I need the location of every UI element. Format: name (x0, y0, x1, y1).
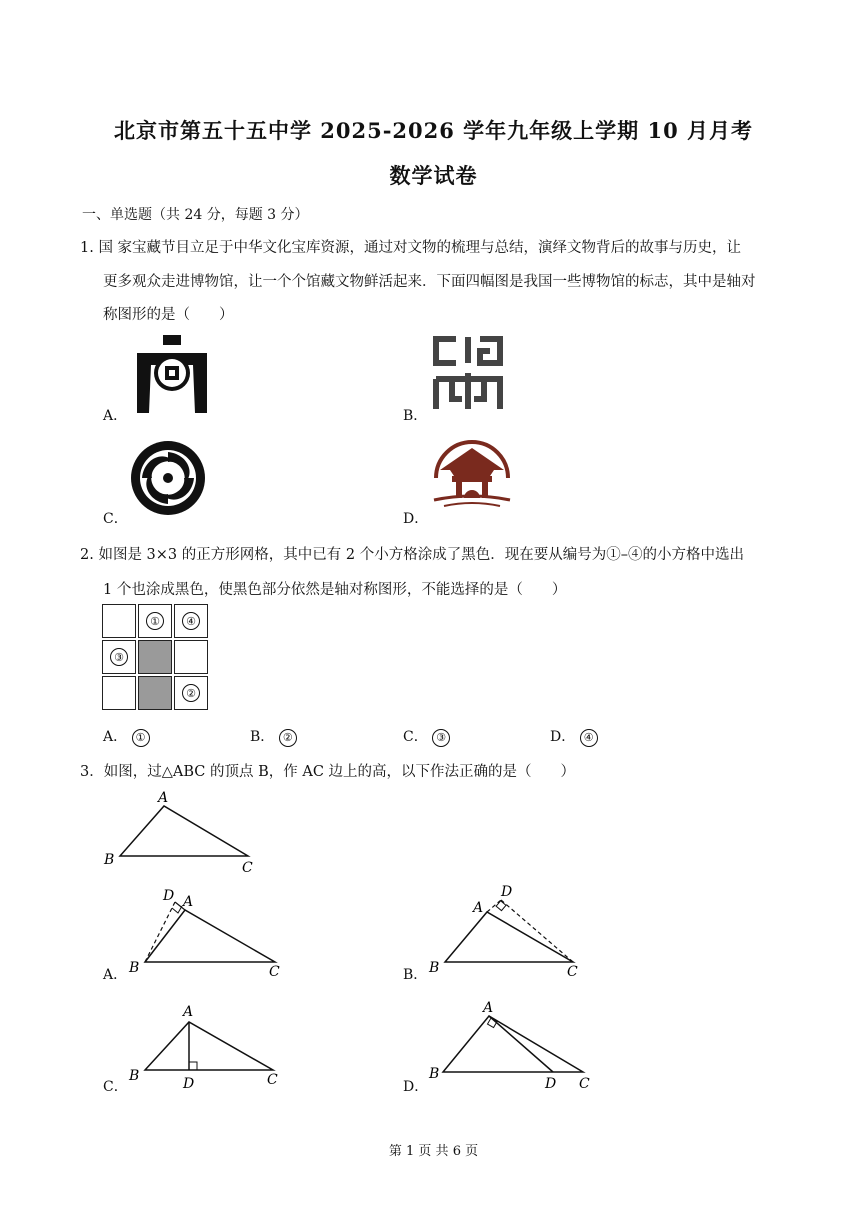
svg-text:A: A (483, 1000, 494, 1016)
svg-text:C: C (269, 964, 280, 980)
svg-text:B: B (129, 960, 140, 976)
grid-cell-22 (174, 676, 208, 710)
q2-option-a-letter: A． (103, 729, 128, 745)
page-title: 北京市第五十五中学 2025-2026 学年九年级上学期 10 月月考 (113, 118, 754, 143)
triangle-abc-figure (98, 786, 268, 876)
q2-line2: 1 个也涂成黑色，使黑色部分依然是轴对称图形，不能选择的是（ ） (103, 582, 567, 598)
q3-option-a-label: A． (103, 967, 128, 983)
svg-text:B: B (429, 960, 440, 976)
point-a-label: A (158, 790, 169, 806)
svg-text:D: D (501, 884, 513, 900)
q2-option-b-letter: B． (250, 729, 275, 745)
q3-option-c-label: C． (103, 1079, 128, 1095)
q2-option-a (103, 726, 150, 747)
grid-label-2: ② (182, 684, 200, 702)
q2-line1: 2. 如图是 3×3 的正方形网格，其中已有 2 个小方格涂成了黑色．现在要从编号为①–④的小方格中选出 (80, 547, 744, 563)
grid-cell-02 (174, 604, 208, 638)
svg-text:A: A (473, 900, 484, 916)
q3-option-b-label: B． (403, 967, 428, 983)
q1-option-d-label: D． (403, 511, 429, 527)
grid-label-1: ① (146, 612, 164, 630)
q1-option-b-label: B． (403, 408, 428, 424)
museum-logo-d-icon (430, 436, 514, 516)
q2-option-d-mark: ④ (580, 729, 598, 747)
q2-option-c (403, 726, 450, 747)
museum-logo-b-icon (430, 333, 506, 413)
svg-text:D: D (545, 1076, 557, 1092)
svg-text:A: A (183, 1004, 194, 1020)
q1-option-c-label: C． (103, 511, 128, 527)
page-footer: 第 1 页 共 6 页 (388, 1144, 479, 1159)
point-b-label: B (104, 852, 115, 868)
q3-figure-b (425, 882, 590, 982)
svg-text:B: B (429, 1066, 440, 1082)
q3-figure-a (125, 882, 290, 982)
svg-text:D: D (163, 888, 175, 904)
point-c-label: C (242, 860, 253, 876)
q2-option-b (250, 726, 297, 747)
q3-figure-d (425, 998, 595, 1098)
q1-line2: 更多观众走进博物馆，让一个个馆藏文物鲜活起来．下面四幅图是我国一些博物馆的标志，其中是轴对 (103, 274, 756, 290)
q1-line1: 1. 国 家宝藏节目立足于中华文化宝库资源，通过对文物的梳理与总结，演绎文物背后的故事与历史，让 (80, 240, 742, 256)
svg-text:C: C (267, 1072, 278, 1088)
grid-cell-00 (102, 604, 136, 638)
svg-text:B: B (129, 1068, 140, 1084)
grid-label-3: ③ (110, 648, 128, 666)
grid-cell-21-shaded (138, 676, 172, 710)
section-heading: 一、单选题（共 24 分，每题 3 分） (82, 207, 309, 223)
svg-text:D: D (183, 1076, 195, 1092)
q2-option-c-mark: ③ (432, 729, 450, 747)
page-subtitle: 数学试卷 (389, 163, 478, 188)
grid-cell-20 (102, 676, 136, 710)
q3-line1: 3．如图，过△ABC 的顶点 B，作 AC 边上的高，以下作法正确的是（ ） (80, 764, 576, 780)
museum-logo-a-icon (133, 335, 211, 413)
q3a-point-a: A (183, 894, 194, 910)
grid-cell-11-shaded (138, 640, 172, 674)
grid-cell-01 (138, 604, 172, 638)
svg-text:C: C (567, 964, 578, 980)
q2-option-d-letter: D． (550, 729, 576, 745)
q2-option-b-mark: ② (279, 729, 297, 747)
grid-cell-12 (174, 640, 208, 674)
q1-option-a-label: A． (103, 408, 128, 424)
q2-option-a-mark: ① (132, 729, 150, 747)
q3-option-d-label: D． (403, 1079, 429, 1095)
museum-logo-c-icon (130, 440, 206, 516)
q2-option-d (550, 726, 598, 747)
grid-3x3 (102, 604, 212, 714)
grid-cell-10 (102, 640, 136, 674)
q1-line3: 称图形的是（ ） (103, 307, 234, 323)
grid-label-4: ④ (182, 612, 200, 630)
q2-option-c-letter: C． (403, 729, 428, 745)
svg-text:C: C (579, 1076, 590, 1092)
q3-figure-c (125, 1000, 290, 1100)
